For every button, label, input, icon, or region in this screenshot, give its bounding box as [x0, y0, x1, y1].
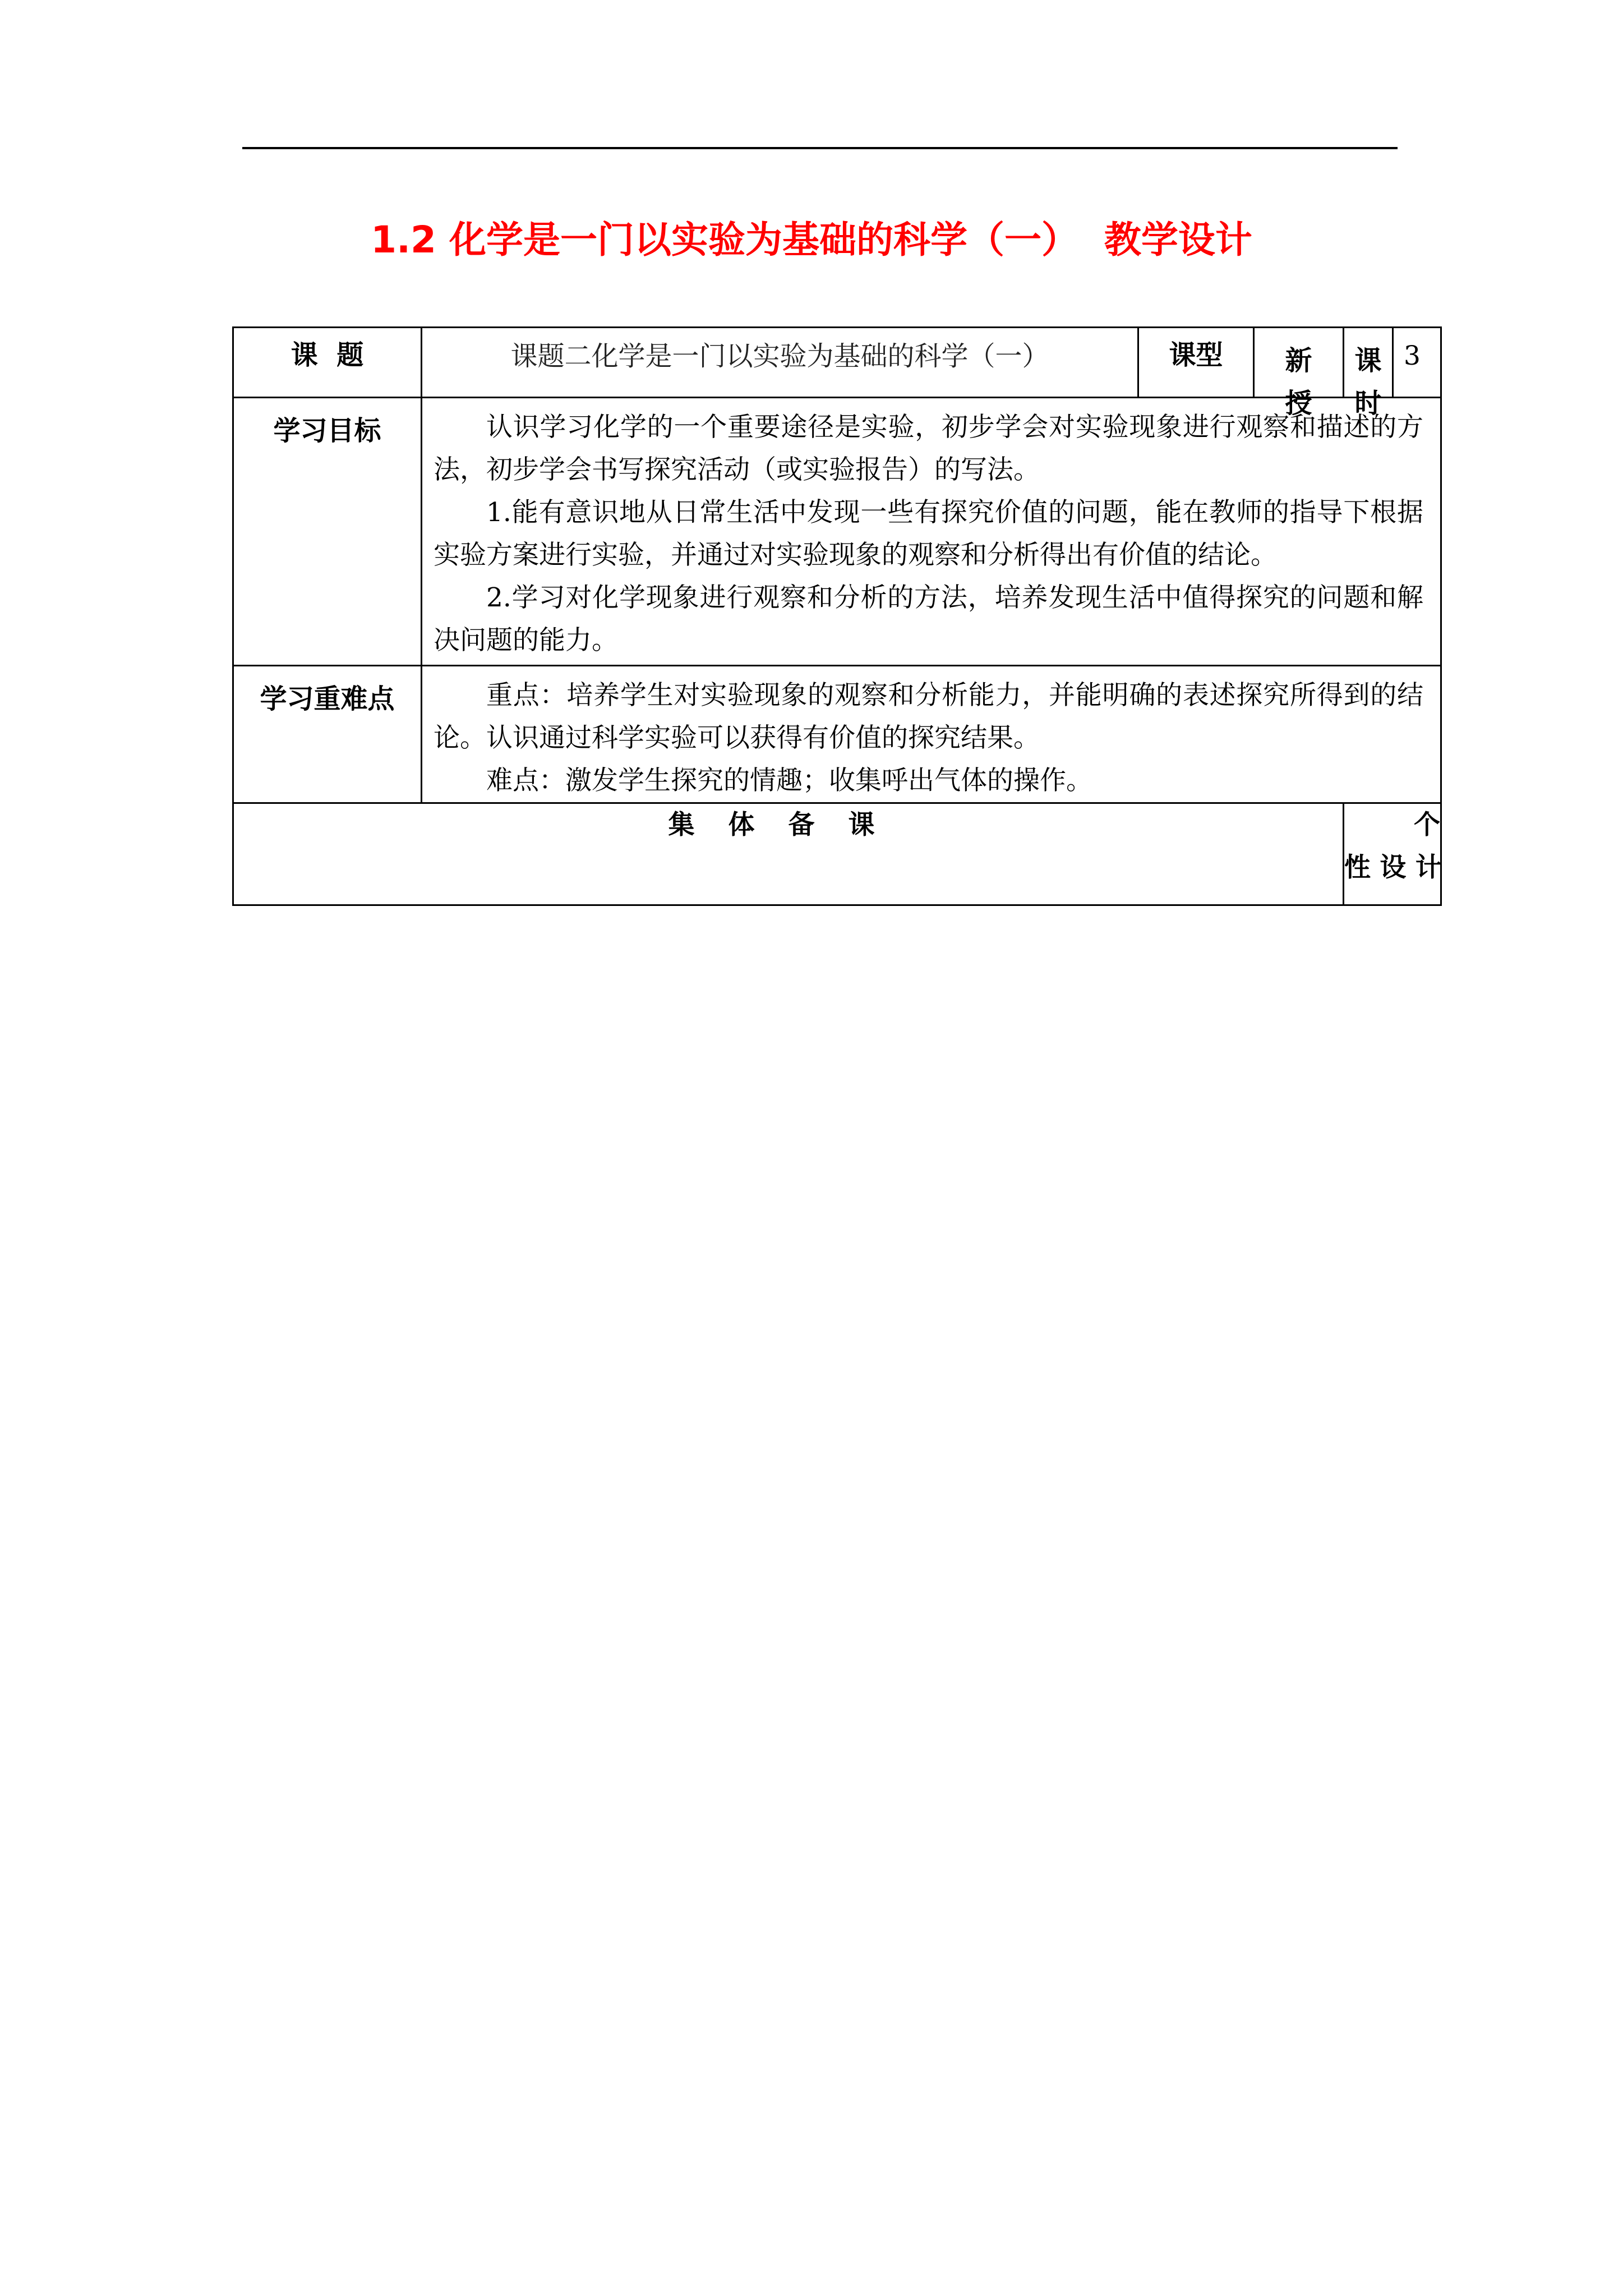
- lesson-plan-table: [232, 326, 1442, 906]
- objective-intro: 认识学习化学的一个重要途径是实验，初步学会对实验现象进行观察和描述的方法，初步学会书写探究活动（或实验报告）的写法。: [434, 412, 1423, 485]
- keypoints-label: 学习重难点: [233, 666, 422, 803]
- individual-design-line-1: 个: [1414, 809, 1440, 840]
- lesson-hours-value: 3: [1393, 328, 1441, 398]
- lesson-type-label: 课型: [1138, 328, 1254, 398]
- keypoints-content: [422, 666, 1441, 803]
- lesson-type-value: 新授: [1285, 345, 1312, 419]
- preparation-row: [233, 803, 1441, 905]
- objective-item-1: 1.能有意识地从日常生活中发现一些有探究价值的问题，能在教师的指导下根据实验方案进行实验，并通过对实验现象的观察和分析得出有价值的结论。: [434, 497, 1423, 570]
- header-rule: [242, 147, 1398, 149]
- objectives-content: [422, 398, 1441, 666]
- document-title: 1.2 化学是一门以实验为基础的科学（一） 教学设计: [371, 218, 1252, 261]
- individual-design-label: [1344, 803, 1441, 905]
- keypoint-focus: 重点：培养学生对实验现象的观察和分析能力，并能明确的表述探究所得到的结论。认识通过科学实验可以获得有价值的探究结果。: [434, 680, 1423, 753]
- topic-value: 课题二化学是一门以实验为基础的科学（一）: [422, 328, 1138, 398]
- group-preparation-label: 集体备课: [233, 803, 1344, 905]
- lesson-hours-label-cell: [1344, 328, 1393, 419]
- objectives-label: 学习目标: [233, 398, 422, 666]
- topic-label: 课 题: [233, 328, 422, 398]
- lesson-hours-label: 课时: [1354, 345, 1382, 419]
- lesson-type-cell: [1254, 328, 1344, 419]
- individual-design-line-2: 性 设 计: [1344, 852, 1442, 883]
- keypoints-row: [233, 666, 1441, 803]
- objective-item-2: 2.学习对化学现象进行观察和分析的方法，培养发现生活中值得探究的问题和解决问题的能力。: [434, 582, 1423, 656]
- topic-row: [233, 328, 1441, 398]
- keypoint-difficulty: 难点：激发学生探究的情趣；收集呼出气体的操作。: [486, 765, 1092, 796]
- objectives-row: [233, 398, 1441, 666]
